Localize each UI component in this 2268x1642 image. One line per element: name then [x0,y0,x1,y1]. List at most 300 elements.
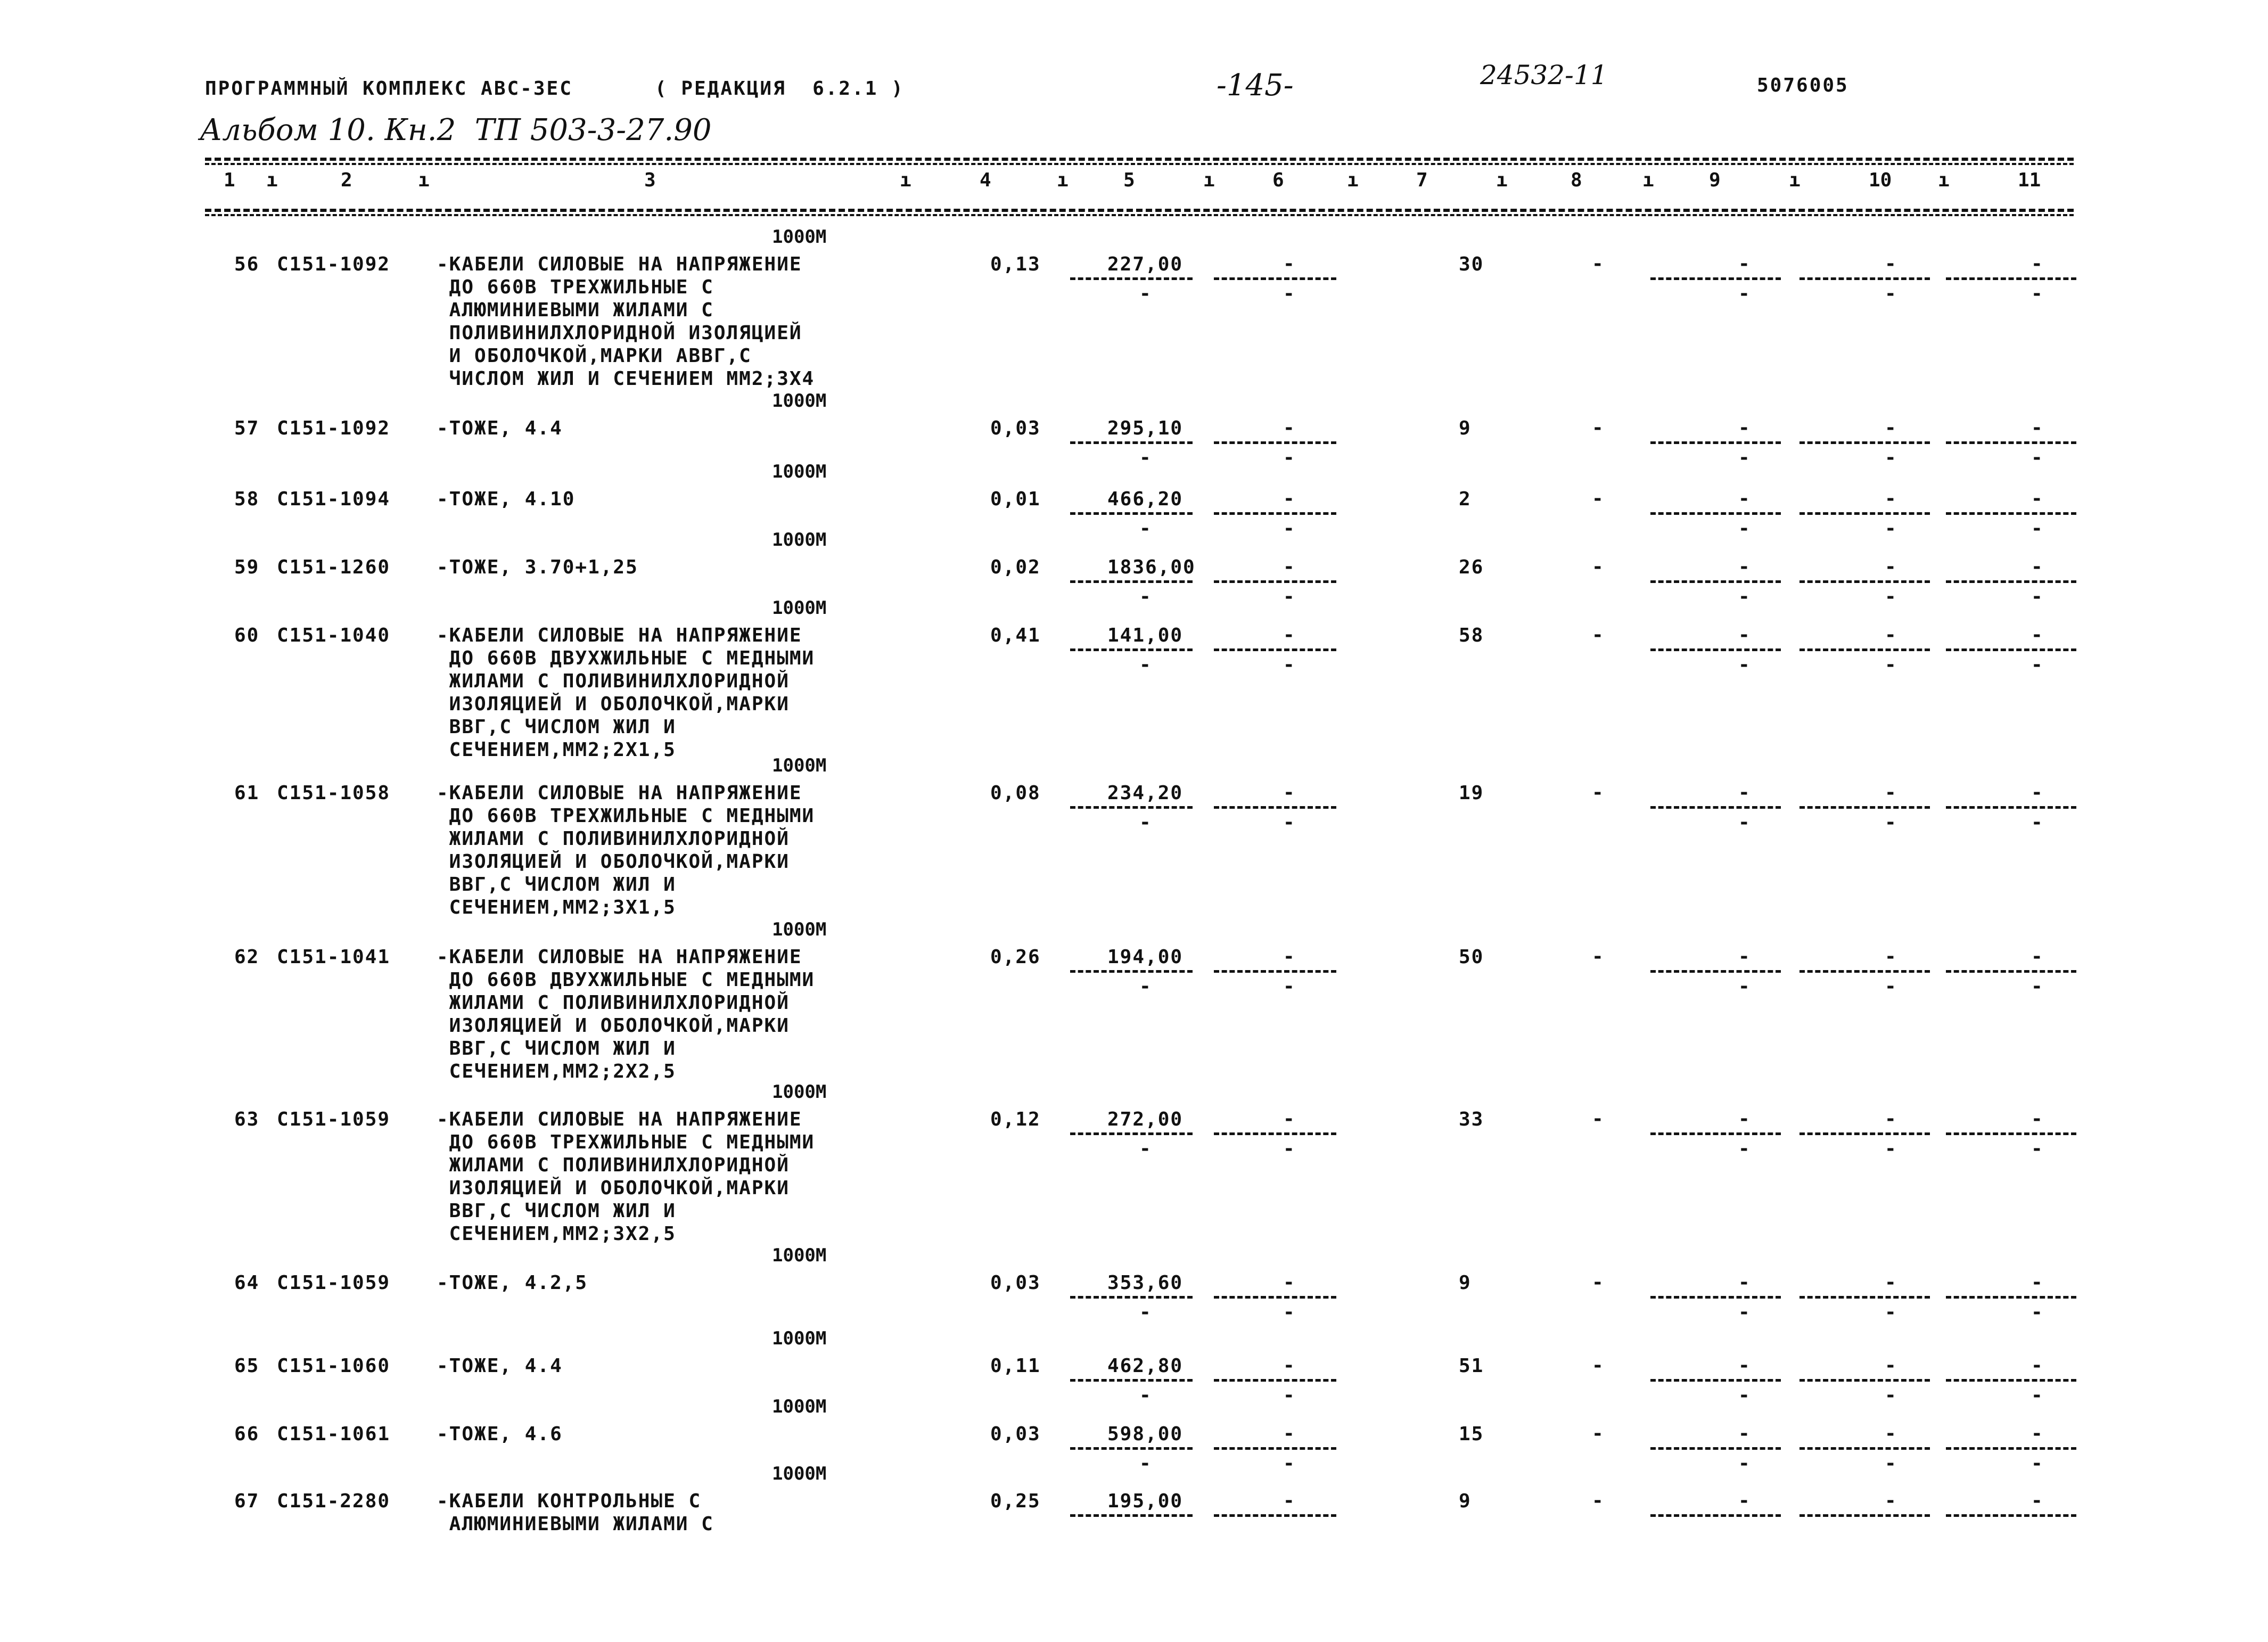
description-line: СЕЧЕНИЕМ,ММ2;2Х1,5 [437,739,676,761]
unit-label: 1000М [772,597,827,619]
resource-code: С151-1094 [277,488,391,510]
cell-col4: 0,13 [990,253,1041,275]
underline-rule [1070,1447,1193,1450]
cell-col11: - [2031,253,2043,275]
underline-rule [1650,1447,1781,1450]
underline-rule [1650,1132,1781,1135]
column-separator: ı [1496,169,1508,191]
description-line: -ТОЖЕ, 4.4 [437,1355,563,1377]
underline-rule [1799,1379,1930,1382]
cell-col7: 15 [1459,1423,1484,1445]
cell-col9: - [1738,782,1750,803]
cell-col9: - [1738,417,1750,439]
header-rule-top-2 [205,163,2074,165]
underline-rule [1650,580,1781,583]
description-line: ДО 660В ТРЕХЖИЛЬНЫЕ С МЕДНЫМИ [437,805,815,827]
underline-rule [1946,648,2076,651]
column-separator: ı [1938,169,1950,191]
description-line: -КАБЕЛИ СИЛОВЫЕ НА НАПРЯЖЕНИЕ [437,1109,802,1130]
cell-col10: - [1885,488,1896,510]
description-line: ИЗОЛЯЦИЕЙ И ОБОЛОЧКОЙ,МАРКИ [437,851,790,873]
cell-col11: - [2031,1354,2043,1376]
cell-col6: - [1283,1271,1295,1293]
cell-col5-below: - [1139,811,1151,833]
unit-label: 1000М [772,1081,827,1103]
cell-col5: 194,00 [1107,946,1184,968]
cell-col5: 462,80 [1107,1355,1184,1377]
underline-rule [1214,1514,1336,1517]
cell-col10: - [1885,1423,1896,1444]
column-header-6: 6 [1272,169,1284,191]
resource-description [437,1354,563,1377]
underline-rule [1214,1132,1336,1135]
column-header-2: 2 [341,169,352,191]
column-separator: ı [418,169,430,191]
description-line: СЕЧЕНИЕМ,ММ2;3Х2,5 [437,1223,676,1245]
cell-col7: 9 [1459,1490,1472,1512]
description-line: СЕЧЕНИЕМ,ММ2;3Х1,5 [437,897,676,918]
cell-col4: 0,11 [990,1355,1041,1377]
cell-col5-below: - [1139,1384,1151,1406]
underline-rule [1070,970,1193,973]
cell-col11: - [2031,556,2043,578]
cell-col10: - [1885,1490,1896,1512]
underline-rule [1070,806,1193,809]
cell-col5-below: - [1139,1301,1151,1323]
cell-col5-below: - [1139,447,1151,469]
underline-rule [1214,1379,1336,1382]
cell-col5: 141,00 [1107,625,1184,646]
resource-description [437,946,815,1083]
cell-col5-below: - [1139,518,1151,539]
cell-col8: - [1592,488,1604,510]
column-separator: ı [1203,169,1215,191]
cell-col9-below: - [1738,975,1750,997]
underline-rule [1799,970,1930,973]
cell-col10: - [1885,1271,1896,1293]
cell-col10: - [1885,556,1896,578]
description-line: ВВГ,С ЧИСЛОМ ЖИЛ И [437,1200,676,1222]
resource-description [437,1108,815,1245]
description-line: -ТОЖЕ, 4.2,5 [437,1272,588,1294]
column-header-10: 10 [1869,169,1892,191]
cell-col9: - [1738,624,1750,646]
description-line: ЖИЛАМИ С ПОЛИВИНИЛХЛОРИДНОЙ [437,828,790,850]
cell-col5: 353,60 [1107,1272,1184,1294]
cell-col7: 19 [1459,782,1484,804]
resource-code: С151-1092 [277,253,391,275]
resource-code: С151-1059 [277,1272,391,1294]
cell-col6: - [1283,488,1295,510]
header-rule-top [205,158,2074,161]
cell-col11-below: - [2031,518,2043,539]
cell-col8: - [1592,1271,1604,1293]
unit-label: 1000М [772,1245,827,1266]
description-line: -ТОЖЕ, 4.10 [437,488,576,510]
cell-col11: - [2031,488,2043,510]
cell-col9-below: - [1738,1138,1750,1160]
cell-col10: - [1885,253,1896,275]
column-separator: ı [1347,169,1359,191]
cell-col6: - [1283,782,1295,803]
cell-col6-below: - [1283,518,1295,539]
column-header-5: 5 [1123,169,1135,191]
cell-col11-below: - [2031,283,2043,305]
row-number: 56 [234,253,260,275]
cell-col6: - [1283,1490,1295,1512]
cell-col9-below: - [1738,654,1750,676]
resource-description [437,556,638,579]
program-title: ПРОГРАММНЫЙ КОМПЛЕКС АВС-3ЕС [205,78,573,100]
cell-col11: - [2031,1423,2043,1444]
cell-col8: - [1592,782,1604,803]
unit-label: 1000М [772,461,827,482]
cell-col6: - [1283,417,1295,439]
underline-rule [1650,648,1781,651]
resource-code: С151-1060 [277,1355,391,1377]
cell-col5: 227,00 [1107,253,1184,275]
underline-rule [1946,1447,2076,1450]
resource-code: С151-2280 [277,1490,391,1512]
cell-col9-below: - [1738,1384,1750,1406]
description-line: -КАБЕЛИ СИЛОВЫЕ НА НАПРЯЖЕНИЕ [437,782,802,804]
cell-col8: - [1592,417,1604,439]
unit-label: 1000М [772,529,827,551]
cell-col10-below: - [1885,811,1896,833]
album-reference: Альбом 10. Кн.2 ТП 503-3-27.90 [200,113,712,147]
underline-rule [1946,1296,2076,1299]
cell-col11-below: - [2031,811,2043,833]
underline-rule [1799,1296,1930,1299]
description-line: ВВГ,С ЧИСЛОМ ЖИЛ И [437,1038,676,1060]
description-line: -КАБЕЛИ СИЛОВЫЕ НА НАПРЯЖЕНИЕ [437,253,802,275]
resource-description [437,253,815,390]
underline-rule [1214,441,1336,444]
document-code: 5076005 [1757,75,1849,96]
cell-col5-below: - [1139,1138,1151,1160]
cell-col4: 0,12 [990,1109,1041,1130]
column-header-11: 11 [2018,169,2041,191]
cell-col11-below: - [2031,1301,2043,1323]
cell-col6-below: - [1283,1138,1295,1160]
underline-rule [1799,648,1930,651]
cell-col6-below: - [1283,1452,1295,1474]
underline-rule [1946,970,2076,973]
underline-rule [1650,1379,1781,1382]
row-number: 60 [234,625,260,646]
description-line: ВВГ,С ЧИСЛОМ ЖИЛ И [437,874,676,896]
cell-col8: - [1592,624,1604,646]
description-line: ЧИСЛОМ ЖИЛ И СЕЧЕНИЕМ ММ2;3Х4 [437,368,815,390]
resource-code: С151-1041 [277,946,391,968]
underline-rule [1946,580,2076,583]
underline-rule [1799,512,1930,515]
unit-label: 1000М [772,390,827,412]
cell-col10: - [1885,417,1896,439]
underline-rule [1650,970,1781,973]
cell-col5-below: - [1139,975,1151,997]
resource-description [437,417,563,440]
description-line: -КАБЕЛИ СИЛОВЫЕ НА НАПРЯЖЕНИЕ [437,625,802,646]
cell-col11-below: - [2031,586,2043,607]
cell-col7: 51 [1459,1355,1484,1377]
cell-col10-below: - [1885,1384,1896,1406]
row-number: 57 [234,417,260,439]
unit-label: 1000М [772,226,827,248]
cell-col11-below: - [2031,654,2043,676]
document-number: 24532-11 [1480,60,1608,91]
cell-col7: 26 [1459,556,1484,578]
column-separator: ı [1789,169,1801,191]
cell-col6: - [1283,253,1295,275]
column-header-1: 1 [224,169,235,191]
column-header-4: 4 [980,169,991,191]
underline-rule [1070,648,1193,651]
underline-rule [1799,1132,1930,1135]
description-line: ДО 660В ДВУХЖИЛЬНЫЕ С МЕДНЫМИ [437,647,815,669]
cell-col9-below: - [1738,1452,1750,1474]
cell-col6: - [1283,1354,1295,1376]
cell-col7: 50 [1459,946,1484,968]
cell-col5: 195,00 [1107,1490,1184,1512]
cell-col11: - [2031,1490,2043,1512]
resource-code: С151-1040 [277,625,391,646]
cell-col7: 58 [1459,625,1484,646]
underline-rule [1799,1514,1930,1517]
cell-col6-below: - [1283,1301,1295,1323]
cell-col4: 0,03 [990,1423,1041,1445]
description-line: ЖИЛАМИ С ПОЛИВИНИЛХЛОРИДНОЙ [437,670,790,692]
resource-code: С151-1059 [277,1109,391,1130]
unit-label: 1000М [772,1328,827,1349]
cell-col11: - [2031,417,2043,439]
cell-col8: - [1592,556,1604,578]
cell-col5: 295,10 [1107,417,1184,439]
cell-col9: - [1738,1423,1750,1444]
page-number: -145- [1217,68,1294,103]
description-line: ИЗОЛЯЦИЕЙ И ОБОЛОЧКОЙ,МАРКИ [437,693,790,715]
cell-col8: - [1592,1490,1604,1512]
description-line: -ТОЖЕ, 4.4 [437,417,563,439]
resource-description [437,782,815,919]
cell-col8: - [1592,1423,1604,1444]
cell-col9: - [1738,1271,1750,1293]
underline-rule [1650,806,1781,809]
underline-rule [1650,1296,1781,1299]
cell-col11-below: - [2031,975,2043,997]
column-header-7: 7 [1416,169,1428,191]
description-line: ДО 660В ТРЕХЖИЛЬНЫЕ С МЕДНЫМИ [437,1131,815,1153]
description-line: ВВГ,С ЧИСЛОМ ЖИЛ И [437,716,676,738]
cell-col4: 0,01 [990,488,1041,510]
cell-col10-below: - [1885,1452,1896,1474]
description-line: И ОБОЛОЧКОЙ,МАРКИ АВВГ,С [437,345,752,367]
description-line: ДО 660В ДВУХЖИЛЬНЫЕ С МЕДНЫМИ [437,969,815,991]
column-header-9: 9 [1709,169,1721,191]
description-line: ИЗОЛЯЦИЕЙ И ОБОЛОЧКОЙ,МАРКИ [437,1015,790,1037]
underline-rule [1070,512,1193,515]
column-separator: ı [1057,169,1069,191]
row-number: 62 [234,946,260,968]
cell-col10: - [1885,1354,1896,1376]
cell-col9: - [1738,1490,1750,1512]
description-line: -ТОЖЕ, 3.70+1,25 [437,556,638,578]
cell-col10-below: - [1885,283,1896,305]
row-number: 64 [234,1272,260,1294]
unit-label: 1000М [772,1396,827,1417]
cell-col10: - [1885,624,1896,646]
cell-col10-below: - [1885,654,1896,676]
cell-col6-below: - [1283,283,1295,305]
description-line: ЖИЛАМИ С ПОЛИВИНИЛХЛОРИДНОЙ [437,992,790,1014]
underline-rule [1799,441,1930,444]
underline-rule [1799,580,1930,583]
description-line: -КАБЕЛИ КОНТРОЛЬНЫЕ С [437,1490,702,1512]
resource-code: С151-1092 [277,417,391,439]
cell-col10-below: - [1885,975,1896,997]
description-line: -КАБЕЛИ СИЛОВЫЕ НА НАПРЯЖЕНИЕ [437,946,802,968]
cell-col11-below: - [2031,1138,2043,1160]
cell-col6-below: - [1283,586,1295,607]
underline-rule [1946,1514,2076,1517]
cell-col5: 466,20 [1107,488,1184,510]
resource-description [437,1490,714,1536]
cell-col8: - [1592,1354,1604,1376]
column-separator: ı [900,169,911,191]
cell-col4: 0,25 [990,1490,1041,1512]
underline-rule [1214,648,1336,651]
description-line: ПОЛИВИНИЛХЛОРИДНОЙ ИЗОЛЯЦИЕЙ [437,322,802,344]
resource-code: С151-1058 [277,782,391,804]
cell-col6: - [1283,946,1295,967]
underline-rule [1214,806,1336,809]
underline-rule [1214,970,1336,973]
cell-col10: - [1885,1108,1896,1130]
underline-rule [1070,1132,1193,1135]
resource-description [437,1271,588,1294]
cell-col5-below: - [1139,283,1151,305]
underline-rule [1070,580,1193,583]
cell-col5: 234,20 [1107,782,1184,804]
cell-col6-below: - [1283,1384,1295,1406]
underline-rule [1214,512,1336,515]
cell-col8: - [1592,1108,1604,1130]
row-number: 59 [234,556,260,578]
unit-label: 1000М [772,919,827,940]
cell-col5: 272,00 [1107,1109,1184,1130]
cell-col7: 33 [1459,1109,1484,1130]
underline-rule [1650,441,1781,444]
cell-col6-below: - [1283,811,1295,833]
cell-col9: - [1738,556,1750,578]
underline-rule [1946,441,2076,444]
underline-rule [1070,1379,1193,1382]
underline-rule [1946,277,2076,280]
underline-rule [1650,512,1781,515]
underline-rule [1946,1379,2076,1382]
cell-col4: 0,03 [990,417,1041,439]
cell-col11: - [2031,624,2043,646]
column-separator: ı [266,169,278,191]
description-line: СЕЧЕНИЕМ,ММ2;2Х2,5 [437,1061,676,1082]
cell-col9: - [1738,1108,1750,1130]
description-line: ДО 660В ТРЕХЖИЛЬНЫЕ С [437,276,714,298]
unit-label: 1000М [772,755,827,776]
cell-col8: - [1592,253,1604,275]
cell-col10-below: - [1885,1301,1896,1323]
cell-col8: - [1592,946,1604,967]
cell-col4: 0,08 [990,782,1041,804]
row-number: 61 [234,782,260,804]
cell-col9: - [1738,488,1750,510]
cell-col11-below: - [2031,447,2043,469]
underline-rule [1946,1132,2076,1135]
row-number: 63 [234,1109,260,1130]
cell-col9-below: - [1738,1301,1750,1323]
underline-rule [1070,1296,1193,1299]
cell-col6: - [1283,1108,1295,1130]
resource-description [437,488,575,511]
cell-col9: - [1738,253,1750,275]
cell-col9-below: - [1738,518,1750,539]
cell-col9: - [1738,946,1750,967]
cell-col7: 2 [1459,488,1472,510]
cell-col7: 30 [1459,253,1484,275]
cell-col10-below: - [1885,447,1896,469]
cell-col9-below: - [1738,447,1750,469]
cell-col9: - [1738,1354,1750,1376]
underline-rule [1946,512,2076,515]
underline-rule [1799,806,1930,809]
cell-col5-below: - [1139,654,1151,676]
resource-description [437,1423,563,1446]
underline-rule [1650,1514,1781,1517]
row-number: 58 [234,488,260,510]
cell-col7: 9 [1459,1272,1472,1294]
cell-col6: - [1283,624,1295,646]
row-number: 65 [234,1355,260,1377]
underline-rule [1070,441,1193,444]
row-number: 67 [234,1490,260,1512]
cell-col6: - [1283,1423,1295,1444]
underline-rule [1214,1296,1336,1299]
cell-col10: - [1885,782,1896,803]
header-rule-bottom [205,209,2074,212]
cell-col10-below: - [1885,1138,1896,1160]
column-separator: ı [1642,169,1654,191]
description-line: -ТОЖЕ, 4.6 [437,1423,563,1445]
cell-col11: - [2031,946,2043,967]
cell-col5: 1836,00 [1107,556,1196,578]
underline-rule [1946,806,2076,809]
description-line: ИЗОЛЯЦИЕЙ И ОБОЛОЧКОЙ,МАРКИ [437,1177,790,1199]
row-number: 66 [234,1423,260,1445]
column-header-8: 8 [1571,169,1582,191]
cell-col4: 0,26 [990,946,1041,968]
resource-code: С151-1260 [277,556,391,578]
cell-col11: - [2031,1271,2043,1293]
underline-rule [1799,1447,1930,1450]
cell-col6: - [1283,556,1295,578]
underline-rule [1070,277,1193,280]
cell-col5-below: - [1139,586,1151,607]
cell-col6-below: - [1283,447,1295,469]
cell-col6-below: - [1283,975,1295,997]
cell-col4: 0,02 [990,556,1041,578]
cell-col5: 598,00 [1107,1423,1184,1445]
cell-col11-below: - [2031,1384,2043,1406]
cell-col5-below: - [1139,1452,1151,1474]
